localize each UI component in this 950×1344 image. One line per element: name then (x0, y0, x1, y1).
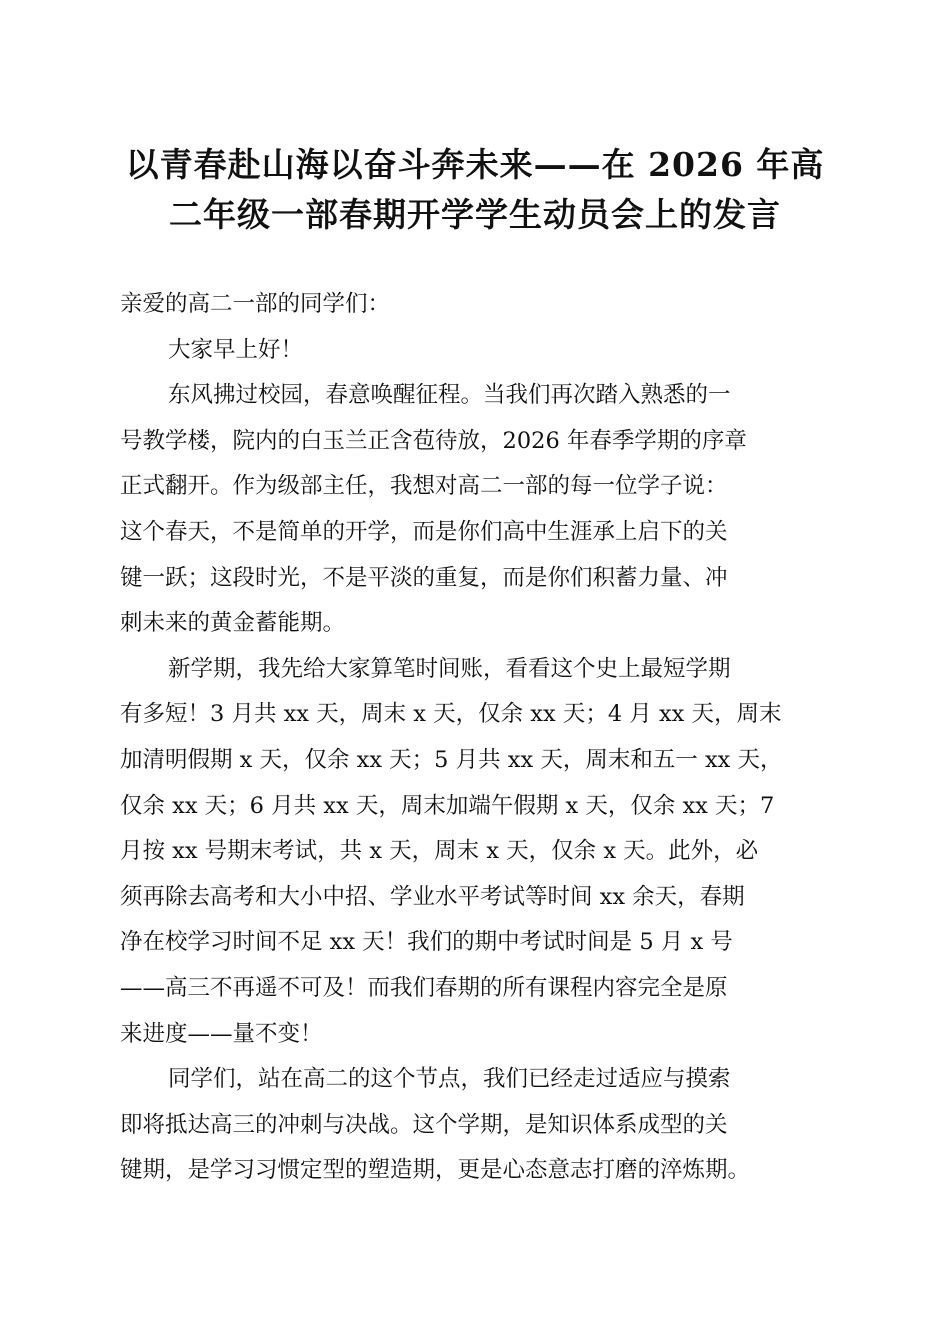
title-line: 以青春赴山海以奋斗奔未来——在 2026 年高 (125, 145, 825, 184)
text-line: 有多短！3 月共 xx 天，周末 x 天，仅余 xx 天；4 月 xx 天，周末 (120, 701, 782, 728)
document-body (120, 282, 832, 1194)
text-line: 号教学楼，院内的白玉兰正含苞待放，2026 年春季学期的序章 (120, 427, 747, 454)
text-line: 东风拂过校园，春意唤醒征程。当我们再次踏入熟悉的一 (168, 382, 731, 409)
salutation-text: 亲爱的高二一部的同学们： (120, 291, 391, 317)
text-line: 须再除去高考和大小中招、学业水平考试等时间 xx 余天，春期 (120, 883, 745, 910)
paragraph-1 (120, 373, 832, 647)
text-line: 正式翻开。作为级部主任，我想对高二一部的每一位学子说： (120, 473, 728, 500)
greeting (120, 328, 832, 374)
text-line: 来进度——量不变！ (120, 1020, 323, 1047)
paragraph-2 (120, 647, 832, 1057)
title-line: 二年级一部春期开学学生动员会上的发言 (169, 195, 781, 234)
text-line: 刺未来的黄金蓄能期。 (120, 610, 346, 637)
text-line: 同学们，站在高二的这个节点，我们已经走过适应与摸索 (168, 1066, 731, 1093)
document-title (110, 140, 840, 240)
text-line: 仅余 xx 天；6 月共 xx 天，周末加端午假期 x 天，仅余 xx 天；7 (120, 792, 775, 819)
text-line: 月按 xx 号期末考试，共 x 天，周末 x 天，仅余 x 天。此外，必 (120, 838, 759, 865)
salutation (120, 282, 832, 328)
text-line: 加清明假期 x 天，仅余 xx 天；5 月共 xx 天，周末和五一 xx 天， (120, 746, 783, 773)
text-line: 新学期，我先给大家算笔时间账，看看这个史上最短学期 (168, 655, 731, 682)
text-line: 即将抵达高三的冲刺与决战。这个学期，是知识体系成型的关 (120, 1111, 728, 1138)
paragraph-3 (120, 1057, 832, 1194)
greeting-text: 大家早上好！ (168, 336, 304, 363)
text-line: 键期，是学习习惯定型的塑造期，更是心态意志打磨的淬炼期。 (120, 1157, 751, 1184)
text-line: 键一跃；这段时光，不是平淡的重复，而是你们积蓄力量、冲 (120, 564, 728, 591)
text-line: 这个春天，不是简单的开学，而是你们高中生涯承上启下的关 (120, 518, 728, 545)
text-line: ——高三不再遥不可及！而我们春期的所有课程内容完全是原 (120, 974, 728, 1001)
text-line: 净在校学习时间不足 xx 天！我们的期中考试时间是 5 月 x 号 (120, 929, 733, 956)
